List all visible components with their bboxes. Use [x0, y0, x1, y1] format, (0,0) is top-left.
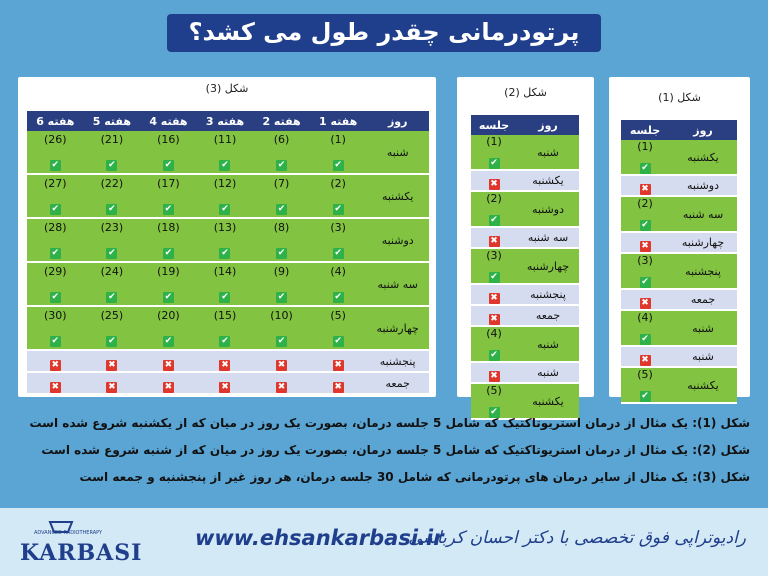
check-icon: ✔ — [334, 336, 342, 346]
session-number: (1) — [637, 140, 653, 153]
session-number: (22) — [100, 177, 124, 190]
author-signature: رادیوتراپی فوق تخصصی با دکتر احسان کرباسی — [408, 528, 746, 548]
table-row — [621, 140, 737, 175]
session-cell — [27, 131, 84, 174]
column-header: هفته 5 — [84, 111, 141, 131]
column-header: روز — [517, 115, 579, 135]
header-row — [621, 120, 737, 140]
session-cell — [253, 372, 310, 394]
session-cell — [253, 131, 310, 174]
session-cell — [471, 362, 517, 383]
table-row — [471, 248, 579, 284]
check-icon: ✔ — [51, 160, 60, 170]
session-cell — [471, 326, 517, 362]
table-row — [27, 262, 429, 306]
footer — [0, 508, 768, 576]
check-icon: ✔ — [641, 277, 649, 287]
column-header: روز — [366, 111, 429, 131]
session-cell — [140, 131, 197, 174]
check-icon: ✔ — [221, 204, 229, 214]
day-cell: چهارشنبه — [669, 232, 737, 253]
session-number: (2) — [486, 192, 502, 205]
session-cell — [621, 140, 669, 175]
table-row — [471, 135, 579, 170]
cross-icon: ✖ — [51, 359, 60, 370]
table-row — [621, 346, 737, 367]
cross-icon: ✖ — [221, 381, 229, 392]
session-number: (5) — [637, 368, 653, 381]
table-row — [471, 191, 579, 227]
day-cell: یکشنبه — [517, 170, 579, 191]
check-icon: ✔ — [51, 336, 60, 346]
session-cell — [310, 262, 367, 306]
cross-icon: ✖ — [641, 355, 649, 365]
session-cell — [27, 174, 84, 218]
table-row — [621, 253, 737, 289]
check-icon: ✔ — [490, 158, 498, 168]
cross-icon: ✖ — [641, 184, 649, 194]
figure-1-table — [621, 120, 737, 404]
session-number: (4) — [486, 327, 502, 340]
session-cell — [27, 218, 84, 262]
cross-icon: ✖ — [51, 381, 60, 392]
session-number: (10) — [270, 309, 293, 322]
table-row — [471, 305, 579, 326]
column-header: جلسه — [621, 120, 669, 140]
session-number: (24) — [100, 265, 124, 278]
session-cell — [27, 306, 84, 350]
check-icon: ✔ — [108, 292, 116, 302]
session-number: (13) — [213, 221, 237, 234]
session-number: (3) — [637, 254, 653, 267]
website-link[interactable]: www.ehsankarbasi.ir — [195, 526, 444, 550]
day-cell: پنجشنبه — [366, 350, 429, 372]
session-number: (23) — [100, 221, 124, 234]
session-cell — [197, 306, 254, 350]
session-cell — [253, 306, 310, 350]
check-icon: ✔ — [334, 204, 342, 214]
cross-icon: ✖ — [108, 381, 116, 392]
check-icon: ✔ — [277, 160, 286, 170]
table-row — [621, 196, 737, 232]
day-cell: دوشنبه — [366, 218, 429, 262]
check-icon: ✔ — [164, 336, 173, 346]
session-number: (7) — [273, 177, 290, 190]
session-cell — [84, 262, 141, 306]
table-row — [27, 218, 429, 262]
day-cell: دوشنبه — [669, 175, 737, 196]
check-icon: ✔ — [164, 160, 173, 170]
session-number: (17) — [157, 177, 180, 190]
table-row — [621, 175, 737, 196]
check-icon: ✔ — [641, 391, 649, 401]
day-cell: یکشنبه — [669, 140, 737, 175]
cross-icon: ✖ — [490, 236, 498, 246]
session-number: (25) — [100, 309, 124, 322]
session-cell — [621, 346, 669, 367]
session-cell — [84, 174, 141, 218]
session-cell — [197, 218, 254, 262]
session-cell — [310, 218, 367, 262]
day-cell: شنبه — [517, 326, 579, 362]
check-icon: ✔ — [51, 292, 60, 302]
check-icon: ✔ — [490, 407, 498, 417]
table-row — [621, 367, 737, 403]
session-number: (12) — [213, 177, 237, 190]
check-icon: ✔ — [277, 292, 286, 302]
table-row — [471, 362, 579, 383]
session-number: (14) — [213, 265, 237, 278]
check-icon: ✔ — [334, 292, 342, 302]
cross-icon: ✖ — [277, 359, 286, 370]
table-row — [27, 174, 429, 218]
check-icon: ✔ — [277, 204, 286, 214]
table-row — [621, 289, 737, 310]
session-cell — [471, 191, 517, 227]
day-cell: یکشنبه — [517, 383, 579, 419]
check-icon: ✔ — [490, 215, 498, 225]
session-cell — [471, 135, 517, 170]
check-icon: ✔ — [51, 204, 60, 214]
caption-figure-2: شکل (2): یک مثال از درمان استریوتاکتیک که شامل 5 جلسه درمان، بصورت یک روز در میان که از شنبه شروع شده است — [41, 443, 750, 457]
header-row — [27, 111, 429, 131]
caption-figure-3: شکل (3): یک مثال از سایر درمان های پرتودرمانی که شامل 30 جلسه درمان، هر روز غیر از پنجشنبه و جمعه است — [79, 470, 750, 484]
day-cell: سه شنبه — [517, 227, 579, 248]
session-number: (5) — [486, 384, 502, 397]
table-row — [27, 131, 429, 174]
session-number: (15) — [213, 309, 237, 322]
session-cell — [310, 350, 367, 372]
figure-3-table — [27, 111, 429, 395]
check-icon: ✔ — [641, 220, 649, 230]
check-icon: ✔ — [277, 248, 286, 258]
check-icon: ✔ — [221, 160, 229, 170]
table-row — [471, 326, 579, 362]
day-cell: شنبه — [517, 362, 579, 383]
day-cell: سه شنبه — [366, 262, 429, 306]
day-cell: جمعه — [669, 289, 737, 310]
session-number: (9) — [273, 265, 290, 278]
session-number: (6) — [273, 133, 290, 146]
session-cell — [621, 196, 669, 232]
session-number: (16) — [157, 133, 180, 146]
session-cell — [140, 372, 197, 394]
check-icon: ✔ — [334, 160, 342, 170]
session-cell — [84, 131, 141, 174]
session-cell — [197, 350, 254, 372]
cross-icon: ✖ — [164, 359, 173, 370]
check-icon: ✔ — [490, 272, 498, 282]
cross-icon: ✖ — [221, 359, 229, 370]
session-cell — [140, 218, 197, 262]
session-number: (26) — [43, 133, 67, 146]
session-cell — [84, 306, 141, 350]
day-cell: جمعه — [517, 305, 579, 326]
page-title-wrap — [0, 14, 768, 52]
cross-icon: ✖ — [490, 314, 498, 324]
figure-1-title: شکل (1) — [658, 91, 701, 104]
day-cell: جمعه — [366, 372, 429, 394]
karbasi-logo — [16, 524, 143, 566]
cross-icon: ✖ — [641, 241, 649, 251]
session-cell — [27, 350, 84, 372]
cross-icon: ✖ — [490, 179, 498, 189]
check-icon: ✔ — [221, 336, 229, 346]
session-number: (1) — [330, 133, 346, 146]
session-cell — [253, 218, 310, 262]
session-number: (30) — [43, 309, 67, 322]
column-header: هفته 2 — [253, 111, 310, 131]
session-cell — [621, 175, 669, 196]
check-icon: ✔ — [108, 248, 116, 258]
session-number: (28) — [43, 221, 67, 234]
session-cell — [253, 350, 310, 372]
table-row — [471, 227, 579, 248]
session-number: (8) — [273, 221, 290, 234]
check-icon: ✔ — [51, 248, 60, 258]
day-cell: پنجشنبه — [517, 284, 579, 305]
table-row — [471, 284, 579, 305]
check-icon: ✔ — [108, 336, 116, 346]
session-cell — [253, 174, 310, 218]
session-number: (18) — [157, 221, 180, 234]
session-number: (29) — [43, 265, 67, 278]
session-cell — [197, 372, 254, 394]
figure-3-card — [18, 77, 436, 397]
table-row — [27, 372, 429, 394]
session-cell — [27, 372, 84, 394]
figure-1-card — [609, 77, 750, 401]
check-icon: ✔ — [108, 204, 116, 214]
session-number: (4) — [330, 265, 346, 278]
check-icon: ✔ — [164, 248, 173, 258]
session-cell — [140, 174, 197, 218]
session-number: (1) — [486, 135, 502, 148]
day-cell: چهارشنبه — [366, 306, 429, 350]
session-cell — [471, 227, 517, 248]
day-cell: چهارشنبه — [517, 248, 579, 284]
day-cell: شنبه — [669, 346, 737, 367]
session-number: (19) — [157, 265, 180, 278]
page-title: پرتودرمانی چقدر طول می کشد؟ — [167, 14, 602, 52]
session-number: (5) — [330, 309, 346, 322]
column-header: هفته 1 — [310, 111, 367, 131]
check-icon: ✔ — [108, 160, 116, 170]
session-cell — [197, 131, 254, 174]
session-number: (21) — [100, 133, 124, 146]
session-cell — [140, 262, 197, 306]
cross-icon: ✖ — [164, 381, 173, 392]
cross-icon: ✖ — [277, 381, 286, 392]
day-cell: شنبه — [366, 131, 429, 174]
session-cell — [310, 174, 367, 218]
column-header: روز — [669, 120, 737, 140]
figure-2-table — [471, 115, 579, 420]
session-cell — [27, 262, 84, 306]
session-cell — [621, 310, 669, 346]
table-row — [621, 310, 737, 346]
check-icon: ✔ — [164, 292, 173, 302]
day-cell: یکشنبه — [669, 367, 737, 403]
figure-2-card — [457, 77, 594, 417]
session-cell — [621, 289, 669, 310]
day-cell: پنجشنبه — [669, 253, 737, 289]
session-cell — [621, 253, 669, 289]
table-row — [27, 306, 429, 350]
session-cell — [471, 305, 517, 326]
day-cell: دوشنبه — [517, 191, 579, 227]
column-header: جلسه — [471, 115, 517, 135]
check-icon: ✔ — [490, 350, 498, 360]
day-cell: شنبه — [517, 135, 579, 170]
check-icon: ✔ — [277, 336, 286, 346]
session-number: (3) — [486, 249, 502, 262]
figure-3-title: شکل (3) — [205, 82, 249, 95]
session-cell — [140, 350, 197, 372]
header-row — [471, 115, 579, 135]
session-cell — [471, 170, 517, 191]
figure-2-title: شکل (2) — [504, 86, 547, 99]
session-cell — [197, 174, 254, 218]
session-cell — [310, 372, 367, 394]
session-cell — [471, 248, 517, 284]
session-number: (2) — [637, 197, 653, 210]
session-cell — [253, 262, 310, 306]
day-cell: یکشنبه — [366, 174, 429, 218]
cross-icon: ✖ — [490, 293, 498, 303]
day-cell: شنبه — [669, 310, 737, 346]
session-number: (4) — [637, 311, 653, 324]
session-cell — [84, 350, 141, 372]
captions — [18, 410, 750, 491]
column-header: هفته 3 — [197, 111, 254, 131]
check-icon: ✔ — [221, 292, 229, 302]
session-cell — [471, 284, 517, 305]
session-number: (20) — [157, 309, 180, 322]
check-icon: ✔ — [164, 204, 173, 214]
column-header: هفته 4 — [140, 111, 197, 131]
session-number: (2) — [330, 177, 346, 190]
cross-icon: ✖ — [108, 359, 116, 370]
session-cell — [197, 262, 254, 306]
session-cell — [310, 306, 367, 350]
cross-icon: ✖ — [334, 381, 342, 392]
table-row — [471, 170, 579, 191]
session-cell — [84, 218, 141, 262]
cross-icon: ✖ — [490, 371, 498, 381]
check-icon: ✔ — [334, 248, 342, 258]
session-cell — [621, 367, 669, 403]
session-number: (3) — [330, 221, 346, 234]
session-cell — [84, 372, 141, 394]
column-header: هفته 6 — [27, 111, 84, 131]
logo-subtitle: ADVANCED RADIOTHERAPY — [34, 530, 103, 536]
day-cell: سه شنبه — [669, 196, 737, 232]
session-cell — [140, 306, 197, 350]
table-row — [621, 232, 737, 253]
session-cell — [621, 232, 669, 253]
table-row — [27, 350, 429, 372]
cross-icon: ✖ — [334, 359, 342, 370]
logo-text: KARBASI — [20, 540, 143, 566]
check-icon: ✔ — [641, 334, 649, 344]
cross-icon: ✖ — [641, 298, 649, 308]
caption-figure-1: شکل (1): یک مثال از درمان استریوتاکتیک که شامل 5 جلسه درمان، بصورت یک روز در میان که از یکشنبه شروع شده است — [29, 416, 750, 430]
session-number: (27) — [43, 177, 67, 190]
session-cell — [310, 131, 367, 174]
check-icon: ✔ — [221, 248, 229, 258]
session-number: (11) — [213, 133, 237, 146]
check-icon: ✔ — [641, 163, 649, 173]
